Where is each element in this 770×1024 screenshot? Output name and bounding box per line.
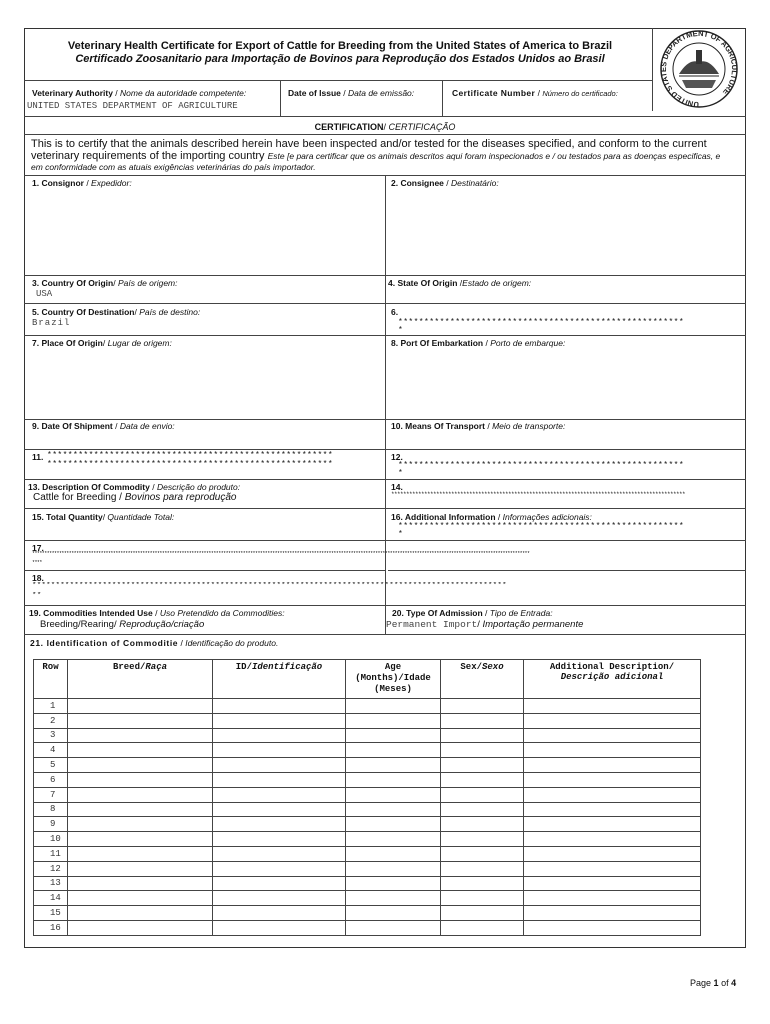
col-age: Age (Months)/Idade (Meses) [346,660,441,699]
table-row [34,802,701,817]
col-sex: Sex/Sexo [441,660,524,699]
field-16-stars: ******************************************************* [398,522,685,531]
row-number-cell: 6 [34,772,68,787]
title-portuguese: Certificado Zoosanitario para Importação de Bovinos para Reprodução dos Estados Unidos ao Brasil [75,53,605,65]
id-cell[interactable] [213,861,346,876]
age-cell[interactable] [346,817,441,832]
col-row: Row [34,660,68,699]
consignor-field[interactable] [26,190,382,272]
table-row [34,846,701,861]
field-12-label: 12. [391,452,403,462]
country-of-destination-value[interactable]: Brazil [32,318,71,328]
id-cell[interactable] [213,920,346,935]
additional-description-cell[interactable] [524,846,701,861]
sex-cell[interactable] [441,817,524,832]
row-number-cell: 9 [34,817,68,832]
row-number-cell: 1 [34,699,68,714]
row-number-cell: 3 [34,728,68,743]
row-number-cell: 5 [34,758,68,773]
additional-description-cell[interactable] [524,713,701,728]
commodities-intended-use-label: 19. Commodities Intended Use / Uso Pretendido da Commodities: [29,608,285,618]
additional-description-cell[interactable] [524,861,701,876]
id-cell[interactable] [213,906,346,921]
additional-description-cell[interactable] [524,876,701,891]
port-of-embarkation-field[interactable] [388,350,743,416]
breed-cell[interactable] [68,876,213,891]
country-of-destination-label: 5. Country Of Destination/ País de destino: [32,307,201,317]
total-quantity-label: 15. Total Quantity/ Quantidade Total: [32,512,175,522]
id-cell[interactable] [213,846,346,861]
row-number-cell: 14 [34,891,68,906]
commodities-intended-use-value[interactable]: Breeding/Rearing/ Reprodução/criação [40,619,205,630]
id-cell[interactable] [213,699,346,714]
field-14-label: 14. [391,482,403,492]
breed-cell[interactable] [68,713,213,728]
seal-text: UNITED STATES DEPARTMENT OF AGRICULTURE [658,28,740,110]
sex-cell[interactable] [441,713,524,728]
id-cell[interactable] [213,817,346,832]
field-17-stars: *********************************************************************************************************************************************************************************************************** [32,551,530,557]
additional-description-cell[interactable] [524,817,701,832]
field-14-stars: ************************************************************************************************** [391,491,686,498]
id-cell[interactable] [213,743,346,758]
sex-cell[interactable] [441,920,524,935]
row-number-cell: 4 [34,743,68,758]
age-cell[interactable] [346,876,441,891]
breed-cell[interactable] [68,728,213,743]
sex-cell[interactable] [441,802,524,817]
sex-cell[interactable] [441,832,524,847]
sex-cell[interactable] [441,772,524,787]
breed-cell[interactable] [68,699,213,714]
consignee-field[interactable] [388,190,743,272]
age-cell[interactable] [346,832,441,847]
additional-description-cell[interactable] [524,832,701,847]
id-cell[interactable] [213,802,346,817]
sex-cell[interactable] [441,906,524,921]
identification-table [33,659,701,936]
breed-cell[interactable] [68,832,213,847]
table-row [34,787,701,802]
age-cell[interactable] [346,728,441,743]
col-additional-description: Additional Description/ Descrição adicional [524,660,701,699]
id-cell[interactable] [213,832,346,847]
sex-cell[interactable] [441,728,524,743]
additional-description-cell[interactable] [524,891,701,906]
certificate-number-label: Certificate Number / Número do certificado: [452,88,618,98]
row-number-cell: 11 [34,846,68,861]
consignor-label: 1. Consignor / Expedidor: [32,178,132,188]
additional-description-cell[interactable] [524,728,701,743]
additional-description-cell[interactable] [524,920,701,935]
field-18-stars-end: ** [32,592,42,600]
additional-description-cell[interactable] [524,743,701,758]
table-row [34,906,701,921]
table-row [34,920,701,935]
age-cell[interactable] [346,758,441,773]
row-number-cell: 15 [34,906,68,921]
page-number: Page 1 of 4 [690,978,737,988]
breed-cell[interactable] [68,787,213,802]
sex-cell[interactable] [441,861,524,876]
sex-cell[interactable] [441,758,524,773]
row-number-cell: 12 [34,861,68,876]
age-cell[interactable] [346,743,441,758]
age-cell[interactable] [346,802,441,817]
col-id: ID/Identificação [213,660,346,699]
sex-cell[interactable] [441,699,524,714]
sex-cell[interactable] [441,787,524,802]
field-16-stars-end: * [398,530,404,539]
sex-cell[interactable] [441,876,524,891]
field-11-stars: ******************************************************* [47,451,334,460]
additional-information-label: 16. Additional Information / Informações adicionais: [391,512,592,522]
certification-heading: CERTIFICATION/ CERTIFICAÇÃO [314,122,456,132]
id-cell[interactable] [213,787,346,802]
breed-cell[interactable] [68,920,213,935]
type-of-admission-label: 20. Type Of Admission / Tipo de Entrada: [392,608,553,618]
table-row [34,772,701,787]
breed-cell[interactable] [68,772,213,787]
additional-description-cell[interactable] [524,787,701,802]
table-row [34,891,701,906]
row-number-cell: 10 [34,832,68,847]
type-of-admission-value[interactable]: Permanent Import/ Importação permanente [386,619,584,630]
breed-cell[interactable] [68,906,213,921]
age-cell[interactable] [346,846,441,861]
port-of-embarkation-label: 8. Port Of Embarkation / Porto de embarque: [391,338,566,348]
authority-label: Veterinary Authority / Nome da autoridade competente: [32,88,247,98]
id-cell[interactable] [213,713,346,728]
col-breed: Breed/Raça [68,660,213,699]
table-row [34,743,701,758]
breed-cell[interactable] [68,802,213,817]
age-cell[interactable] [346,787,441,802]
id-cell[interactable] [213,728,346,743]
row-number-cell: 7 [34,787,68,802]
additional-description-cell[interactable] [524,772,701,787]
date-of-issue-label: Date of Issue / Data de emissão: [288,88,415,98]
field-11-label: 11. [32,452,44,462]
row-number-cell: 13 [34,876,68,891]
age-cell[interactable] [346,906,441,921]
table-row [34,758,701,773]
row-number-cell: 2 [34,713,68,728]
place-of-origin-field[interactable] [26,350,382,416]
place-of-origin-label: 7. Place Of Origin/ Lugar de origem: [32,338,172,348]
table-row [34,728,701,743]
age-cell[interactable] [346,920,441,935]
additional-description-cell[interactable] [524,699,701,714]
table-row [34,713,701,728]
additional-description-cell[interactable] [524,906,701,921]
description-of-commodity-label: 13. Description Of Commodity / Descrição do produto: [28,482,241,492]
title-english: Veterinary Health Certificate for Export of Cattle for Breeding from the United States of America to Brazil [67,40,613,52]
field-17-stars-end: **** [32,560,42,566]
breed-cell[interactable] [68,846,213,861]
usda-seal [652,28,746,111]
additional-description-cell[interactable] [524,802,701,817]
field-11-stars-line2: ******************************************************* [47,460,334,469]
breed-cell[interactable] [68,743,213,758]
authority-value[interactable]: UNITED STATES DEPARTMENT OF AGRICULTURE [27,101,238,111]
country-of-origin-value[interactable]: USA [36,289,53,299]
table-row [34,699,701,714]
description-of-commodity-value[interactable]: Cattle for Breeding / Bovinos para reprodução [33,492,237,503]
additional-description-cell[interactable] [524,758,701,773]
table-row [34,876,701,891]
age-cell[interactable] [346,772,441,787]
field-17-label: 17. [32,543,44,553]
state-of-origin-label: 4. State Of Origin /Estado de origem: [388,278,532,288]
date-of-shipment-label: 9. Date Of Shipment / Data de envio: [32,421,175,431]
field-12-stars-end: * [398,469,404,478]
field-12-stars: ******************************************************* [398,461,685,470]
row-number-cell: 8 [34,802,68,817]
sex-cell[interactable] [441,743,524,758]
country-of-origin-label: 3. Country Of Origin/ País de origem: [32,278,178,288]
row-number-cell: 16 [34,920,68,935]
table-row [34,817,701,832]
id-cell[interactable] [213,772,346,787]
breed-cell[interactable] [68,758,213,773]
id-cell[interactable] [213,758,346,773]
sex-cell[interactable] [441,891,524,906]
field-6-stars: ******************************************************* [398,318,685,327]
breed-cell[interactable] [68,891,213,906]
sex-cell[interactable] [441,846,524,861]
table-row [34,861,701,876]
age-cell[interactable] [346,713,441,728]
field-18-stars: ***************************************************************************************************** [32,582,507,590]
field-6-stars-end: * [398,326,404,335]
age-cell[interactable] [346,861,441,876]
age-cell[interactable] [346,891,441,906]
field-6-label: 6. [391,307,399,317]
breed-cell[interactable] [68,861,213,876]
id-cell[interactable] [213,876,346,891]
age-cell[interactable] [346,699,441,714]
field-18-label: 18. [32,573,44,583]
consignee-label: 2. Consignee / Destinatário: [391,178,499,188]
identification-label: 21. Identification of Commoditie / Identificação do produto. [30,638,279,648]
table-row [34,832,701,847]
breed-cell[interactable] [68,817,213,832]
certification-text: This is to certify that the animals described herein have been inspected and/or tested for the diseases specified, and conform to the current veterinary requirements of the importing country Este [e para certificar que os animais descritos aqui foram inspecionados e / ou testados para as doenças especificas, e em conformidade com as atuais exigências veterinárias do país importador. [31,138,721,172]
means-of-transport-label: 10. Means Of Transport / Meio de transporte: [391,421,566,431]
id-cell[interactable] [213,891,346,906]
